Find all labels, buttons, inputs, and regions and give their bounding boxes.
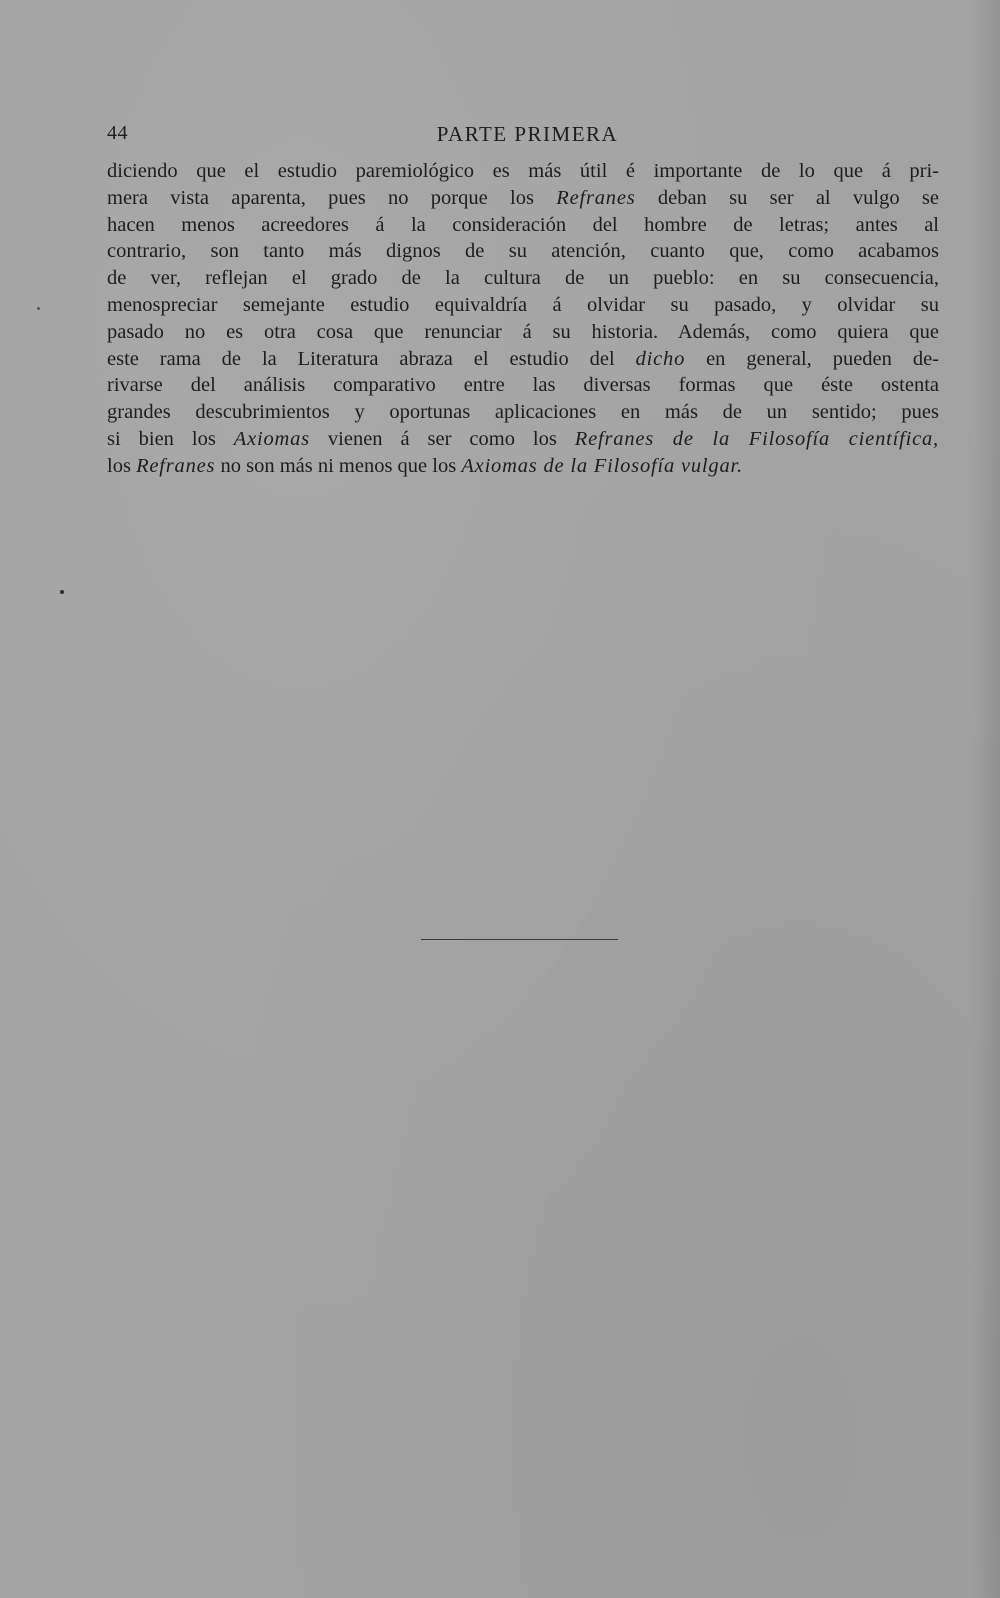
text-segment: si bien los bbox=[107, 427, 234, 450]
end-rule-divider bbox=[421, 939, 618, 940]
text-line bbox=[107, 238, 939, 265]
body-paragraph bbox=[107, 158, 939, 480]
text-line bbox=[107, 346, 939, 373]
text-segment: no son más ni menos que los bbox=[215, 454, 462, 477]
page-number: 44 bbox=[107, 122, 128, 144]
text-line bbox=[107, 372, 939, 399]
italic-text: Refranes bbox=[556, 186, 636, 209]
running-head: PARTE PRIMERA bbox=[436, 122, 619, 146]
text-line bbox=[107, 265, 939, 292]
text-line bbox=[107, 158, 939, 185]
italic-text: Axiomas de la Filosofía vulgar. bbox=[461, 454, 743, 477]
text-segment: deban su ser al vulgo se bbox=[635, 186, 939, 209]
text-segment: rivarse del análisis comparativo entre las diversas formas que éste ostenta bbox=[107, 374, 939, 397]
text-segment: pasado no es otra cosa que renunciar á su historia. Además, como quiera que bbox=[107, 320, 939, 343]
scan-speck bbox=[60, 590, 64, 594]
text-line bbox=[107, 426, 939, 453]
text-segment: en general, pueden de- bbox=[685, 347, 940, 370]
text-segment: este rama de la Literatura abraza el estudio del bbox=[107, 347, 636, 370]
text-line bbox=[107, 319, 939, 346]
text-segment: contrario, son tanto más dignos de su atención, cuanto que, como acabamos bbox=[107, 240, 939, 263]
text-line bbox=[107, 453, 939, 480]
text-segment: hacen menos acreedores á la consideración del hombre de letras; antes al bbox=[107, 213, 939, 236]
page-header bbox=[107, 122, 940, 152]
text-line bbox=[107, 185, 939, 212]
text-segment: grandes descubrimientos y oportunas aplicaciones en más de un sentido; pues bbox=[107, 401, 939, 424]
text-segment: menospreciar semejante estudio equivaldría á olvidar su pasado, y olvidar su bbox=[107, 293, 939, 316]
text-segment: diciendo que el estudio paremiológico es más útil é importante de lo que á pri- bbox=[107, 160, 939, 182]
text-segment: los bbox=[107, 454, 137, 477]
italic-text: Refranes bbox=[136, 454, 216, 477]
text-line bbox=[107, 292, 939, 319]
text-line bbox=[107, 212, 939, 239]
italic-text: dicho bbox=[635, 347, 686, 370]
text-line bbox=[107, 399, 939, 426]
italic-text: Axiomas bbox=[233, 427, 310, 450]
text-segment: vienen á ser como los bbox=[309, 427, 575, 450]
scan-speck bbox=[37, 307, 40, 310]
italic-text: Refranes de la Filosofía científica, bbox=[574, 427, 939, 450]
text-segment: mera vista aparenta, pues no porque los bbox=[107, 186, 557, 209]
text-segment: de ver, reflejan el grado de la cultura de un pueblo: en su consecuencia, bbox=[107, 267, 939, 290]
